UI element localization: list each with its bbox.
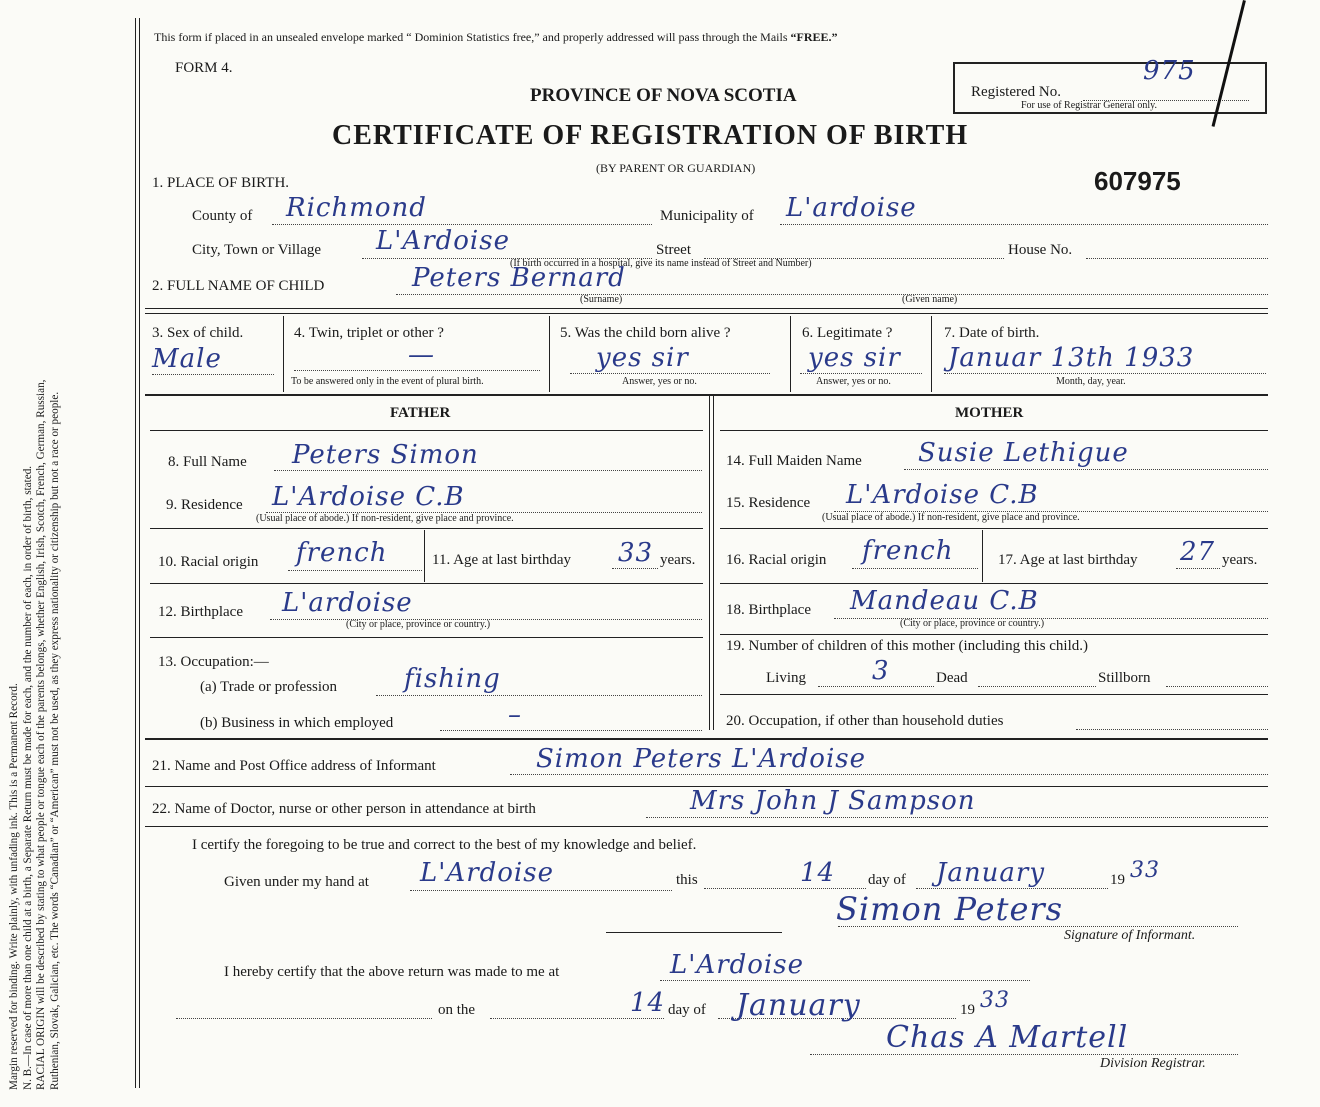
mother-heading: MOTHER [955, 405, 1024, 421]
registrar-year: 33 [980, 988, 1010, 1013]
given-name-note: (Given name) [902, 294, 958, 305]
street-label: Street [656, 242, 691, 258]
mother-age-label: 17. Age at last birthday [998, 552, 1138, 568]
mother-name-value: Susie Lethigue [918, 438, 1129, 468]
mother-birthplace-note: (City or place, province or country.) [900, 618, 1045, 629]
mail-notice: This form if placed in an unsealed envelope marked “ Dominion Statistics free,” and properly addressed will pass through the Mails “FREE.” [154, 30, 838, 44]
twin-note: To be answered only in the event of plural birth. [291, 376, 484, 387]
house-label: House No. [1008, 242, 1073, 258]
mother-race-label: 16. Racial origin [726, 552, 827, 568]
children-label: 19. Number of children of this mother (including this child.) [726, 638, 1089, 654]
hospital-note: (If birth occurred in a hospital, give its name instead of Street and Number) [510, 258, 812, 269]
alive-note: Answer, yes or no. [622, 376, 697, 387]
father-race-label: 10. Racial origin [158, 554, 259, 570]
father-age-value: 33 [618, 538, 654, 568]
certify-statement: I certify the foregoing to be true and correct to the best of my knowledge and belief. [192, 837, 697, 853]
father-residence-label: 9. Residence [166, 497, 243, 513]
mother-residence-note: (Usual place of abode.) If non-resident, give place and province. [822, 512, 1080, 523]
mother-birthplace-value: Mandeau C.B [850, 586, 1039, 616]
sex-label: 3. Sex of child. [152, 325, 244, 341]
registrar-year-prefix: 19 [960, 1002, 975, 1018]
given-month: January [936, 858, 1046, 888]
father-age-label: 11. Age at last birthday [432, 552, 571, 568]
legitimate-note: Answer, yes or no. [816, 376, 891, 387]
father-name-label: 8. Full Name [168, 454, 247, 470]
sex-value: Male [152, 344, 222, 374]
mother-occupation-label: 20. Occupation, if other than household duties [726, 713, 1004, 729]
mother-residence-value: L'Ardoise C.B [846, 480, 1039, 510]
dob-note: Month, day, year. [1056, 376, 1126, 387]
form-number: FORM 4. [175, 60, 233, 76]
mother-age-unit: years. [1222, 552, 1258, 568]
on-the-label: on the [438, 1002, 476, 1018]
father-race-value: french [296, 538, 388, 568]
informant-signature-label: Signature of Informant. [1064, 928, 1196, 943]
twin-value: — [408, 340, 435, 370]
living-value: 3 [872, 656, 890, 686]
informant-value: Simon Peters L'Ardoise [536, 744, 866, 774]
margin-rule-inner [139, 18, 140, 1088]
margin-note-2: N. B.—In case of more than one child at a birth, a Separate Return must be made for each, and the number of each, in order of birth, stated. [21, 465, 34, 1090]
father-age-unit: years. [660, 552, 696, 568]
registered-label: Registered No. [971, 84, 1061, 100]
business-label: (b) Business in which employed [200, 715, 394, 731]
page-title: CERTIFICATE OF REGISTRATION OF BIRTH [332, 120, 969, 151]
twin-label: 4. Twin, triplet or other ? [294, 325, 444, 341]
child-name-label: 2. FULL NAME OF CHILD [152, 278, 325, 294]
doctor-value: Mrs John J Sampson [690, 786, 976, 816]
margin-note-1: Margin reserved for binding. Write plainly, with unfading ink. This is a Permanent Record. [8, 683, 20, 1090]
father-residence-value: L'Ardoise C.B [272, 482, 465, 512]
day-of-label: day of [868, 872, 906, 888]
given-year: 33 [1130, 858, 1160, 883]
province-heading: PROVINCE OF NOVA SCOTIA [530, 85, 797, 106]
living-label: Living [766, 670, 806, 686]
father-residence-note: (Usual place of abode.) If non-resident, give place and province. [256, 513, 514, 524]
alive-label: 5. Was the child born alive ? [560, 325, 731, 341]
margin-note-3: RACIAL ORIGIN will be described by stating to what people or tongue each of the parents belongs, whether English, Irish, Scotch, French, German, Russian, [35, 379, 48, 1090]
dob-value: Januar 13th 1933 [948, 343, 1195, 373]
father-name-value: Peters Simon [292, 440, 479, 470]
trade-label: (a) Trade or profession [200, 679, 338, 695]
registrar-label: Division Registrar. [1100, 1056, 1206, 1071]
county-value: Richmond [286, 193, 427, 223]
business-value: – [508, 700, 522, 730]
surname-note: (Surname) [580, 294, 623, 305]
margin-notes [8, 15, 62, 1090]
given-under-label: Given under my hand at [224, 874, 369, 890]
serial-number: 607975 [1094, 166, 1181, 196]
father-heading: FATHER [390, 405, 451, 421]
doctor-label: 22. Name of Doctor, nurse or other person in attendance at birth [152, 801, 536, 817]
county-label: County of [192, 208, 253, 224]
margin-note-4: Ruthenian, Slovak, Galician, etc. The words “Canadian” or “American” must not be used, as they express nationality or citizenship but not a race or people. [48, 391, 61, 1090]
this-label: this [676, 872, 698, 888]
dob-label: 7. Date of birth. [944, 325, 1040, 341]
registrar-note: For use of Registrar General only. [1021, 100, 1157, 111]
mother-race-value: french [862, 536, 954, 566]
place-of-birth-heading: 1. PLACE OF BIRTH. [152, 175, 290, 191]
margin-rule [135, 18, 136, 1088]
father-birthplace-note: (City or place, province or country.) [346, 619, 491, 630]
registrar-statement: I hereby certify that the above return was made to me at [224, 964, 560, 980]
registrar-signature: Chas A Martell [886, 1020, 1129, 1055]
given-place: L'Ardoise [420, 858, 554, 888]
alive-value: yes sir [596, 343, 689, 373]
mother-age-value: 27 [1180, 537, 1216, 567]
registrar-day-of-label: day of [668, 1002, 706, 1018]
municipality-label: Municipality of [660, 208, 754, 224]
given-day: 14 [800, 858, 836, 888]
mother-birthplace-label: 18. Birthplace [726, 602, 811, 618]
dead-label: Dead [936, 670, 968, 686]
child-name-value: Peters Bernard [412, 263, 626, 293]
subtitle: (BY PARENT OR GUARDIAN) [596, 161, 756, 175]
registrar-month: January [736, 988, 861, 1023]
informant-label: 21. Name and Post Office address of Informant [152, 758, 436, 774]
mother-residence-label: 15. Residence [726, 495, 811, 511]
father-birthplace-value: L'ardoise [282, 588, 413, 618]
father-birthplace-label: 12. Birthplace [158, 604, 243, 620]
stillborn-label: Stillborn [1098, 670, 1151, 686]
informant-signature: Simon Peters [836, 890, 1064, 928]
year-prefix: 19 [1110, 872, 1125, 888]
city-label: City, Town or Village [192, 242, 322, 258]
legitimate-value: yes sir [808, 343, 901, 373]
registered-value: 975 [1143, 56, 1196, 86]
father-occupation-label: 13. Occupation:— [158, 654, 269, 670]
registrar-place: L'Ardoise [670, 950, 804, 980]
municipality-value: L'ardoise [786, 193, 917, 223]
registrar-day: 14 [630, 988, 666, 1018]
city-value: L'Ardoise [376, 226, 510, 256]
trade-value: fishing [404, 664, 501, 694]
legitimate-label: 6. Legitimate ? [802, 325, 893, 341]
mother-name-label: 14. Full Maiden Name [726, 453, 862, 469]
